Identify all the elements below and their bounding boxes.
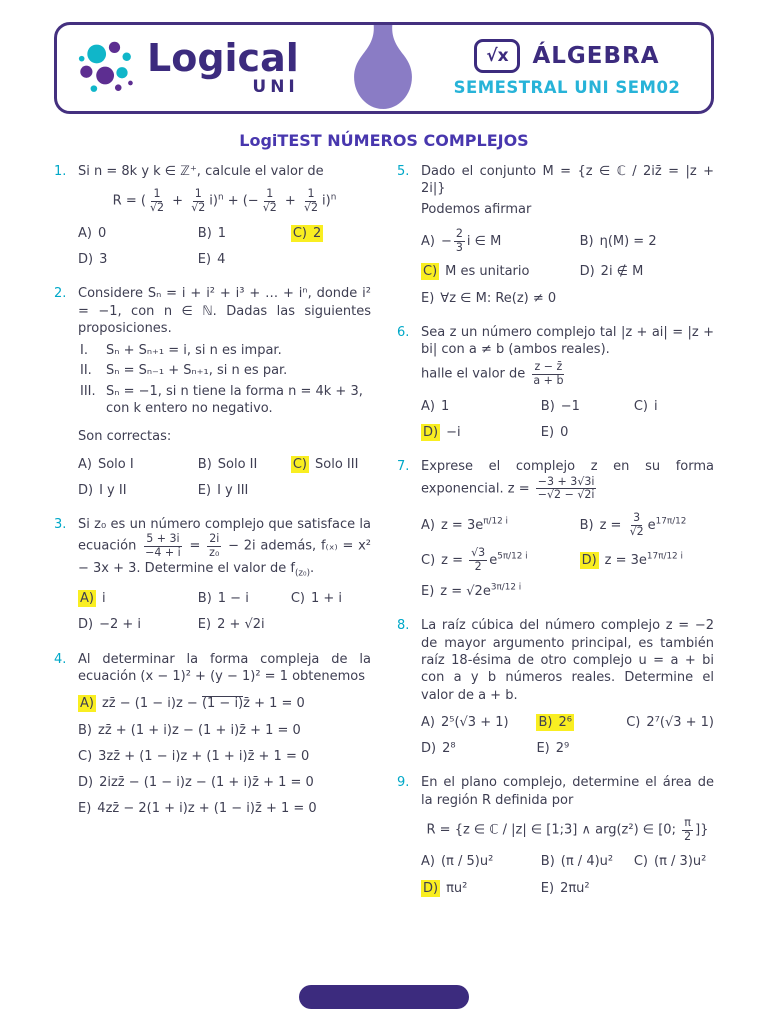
option-label: A) [78, 225, 92, 241]
option-d [421, 880, 537, 897]
option-text: 2i ∉ M [600, 264, 644, 280]
problem-number: 5. [397, 164, 410, 179]
option-label: E) [197, 251, 212, 267]
option-label: D) [78, 775, 94, 791]
option-c [291, 456, 371, 473]
footer-pill [299, 985, 469, 1009]
option-text: zz̄ − (1 − i)z − (1 − i)z̄ + 1 = 0 [101, 696, 305, 712]
logo-icon [77, 38, 137, 98]
brand-name: Logical [147, 36, 299, 81]
fraction: $\frac{2}{3}$ [455, 226, 463, 254]
option-text: 2⁹ [555, 741, 570, 757]
option-text: (π / 3)u² [654, 854, 707, 870]
option-b [198, 456, 287, 473]
option-b [580, 233, 714, 250]
option-e [536, 740, 622, 757]
option-text: (π / 4)u² [560, 854, 614, 870]
problem-number: 1. [54, 164, 67, 179]
option-label: C) [290, 591, 305, 607]
option-b [78, 722, 371, 739]
stem-line: Exprese el complejo z en su forma exponencial. z = $\frac{-3 + 3√3i}{-√2 - √2i}$ [421, 459, 714, 502]
option-b [198, 225, 287, 242]
option-label: E) [197, 482, 212, 498]
option-text: 4zz̄ − 2(1 + i)z + (1 − i)z̄ + 1 = 0 [97, 801, 317, 817]
option-a [421, 853, 537, 870]
option-c [421, 547, 576, 573]
option-text: 1 − i [217, 591, 249, 607]
problem-stem [78, 651, 371, 686]
problem-stem [421, 458, 714, 502]
option-label: C) [292, 225, 307, 241]
problem-stem [421, 617, 714, 703]
problem-body [78, 163, 371, 268]
problem-7 [397, 458, 714, 600]
problem-2 [54, 285, 371, 499]
option-label: B) [197, 591, 212, 607]
stem-line: Si z₀ es un número complejo que satisface la ecuación $\frac{5 + 3i}{-4 + i}$ = $\frac{2i}{\text{z₀}}$ − 2i además, f₍ₓ₎ = x² − 3x + 3. Determine el valor de $f_{(z_0)}$. [78, 517, 371, 579]
option-label: E) [197, 617, 212, 633]
stem-line: Considere Sₙ = i + i² + i³ + … + iⁿ, donde i² = −1, con n ∈ ℕ. Dadas las siguientes proposiciones. [78, 286, 371, 336]
option-label: E) [421, 584, 435, 600]
stem-line: Sea z un número complejo tal |z + ai| = |z + bi| con a ≠ b (ambos reales). [421, 324, 714, 358]
stem-line: La raíz cúbica del número complejo z = −2 de mayor argumento principal, es también raíz 18-ésima de otro complejo u = a + bi con a y b números reales. Determine el valor de a + b. [421, 618, 714, 703]
option-label: D) [581, 553, 597, 569]
option-text: Solo II [217, 456, 258, 472]
problem-options [78, 695, 371, 817]
option-label: B) [78, 722, 92, 738]
problem-body [78, 651, 371, 818]
stem-line: halle el valor de $\frac{z - z̄}{a + b}$ [421, 360, 564, 388]
sqrt-x-icon: √x [474, 39, 520, 73]
option-text: I y II [99, 482, 127, 498]
option-a [78, 456, 194, 473]
option-text: z = $\frac{√3}{2}$ $e^{5\pi/12 i}$ [441, 546, 528, 574]
fraction: $\frac{1}{√2}$ [149, 187, 165, 214]
problem-stem [421, 324, 714, 388]
option-label: D) [579, 264, 595, 280]
option-d [580, 552, 714, 570]
stem-line: R = ( $\frac{1}{√2}$ + $\frac{1}{√2}$ i)$^n$ + (− $\frac{1}{√2}$ + $\frac{1}{√2}$ i)$^n$ [112, 187, 337, 214]
option-c [626, 714, 714, 731]
problem-4 [54, 651, 371, 818]
option-c [291, 225, 371, 242]
divider-shape [352, 25, 414, 111]
option-text: η(M) = 2 [599, 233, 657, 249]
option-label: A) [421, 714, 435, 730]
problem-body [421, 458, 714, 600]
statement-text: Sₙ + Sₙ₊₁ = i, si n es impar. [106, 343, 282, 359]
stem-line: Podemos afirmar [421, 201, 532, 217]
option-d [421, 740, 532, 757]
option-label: E) [421, 290, 435, 306]
problem-number: 9. [397, 775, 410, 791]
option-e [198, 616, 287, 633]
problem-3 [54, 516, 371, 634]
problem-body [78, 285, 371, 499]
option-text: 2 + √2i [217, 617, 265, 633]
brand-sub: UNI [252, 77, 299, 98]
option-text: i [654, 398, 658, 414]
problem-body [421, 617, 714, 757]
option-text: 0 [97, 225, 107, 241]
option-label: D) [78, 251, 94, 267]
option-e [198, 251, 287, 268]
option-text: −i [446, 425, 461, 441]
option-b [541, 853, 630, 870]
option-text: 3 [99, 251, 108, 267]
header [54, 22, 714, 114]
statement-text: Sₙ = −1, si n tiene la forma n = 4k + 3, con k entero no negativo. [106, 383, 363, 416]
option-label: A) [421, 517, 435, 533]
problem-body [421, 324, 714, 442]
option-d [78, 482, 194, 499]
option-b [536, 714, 622, 731]
fraction: $\frac{\pi}{2}$ [684, 815, 692, 843]
option-e [541, 880, 630, 897]
option-text: Solo III [315, 456, 359, 472]
problem-8 [397, 617, 714, 757]
option-text: (π / 5)u² [440, 854, 494, 870]
stem-line: Dado el conjunto M = {z ∈ ℂ / 2iz̄ = |z + 2i|} [421, 164, 714, 197]
problem-body [421, 774, 714, 897]
option-a [421, 714, 532, 731]
stem-line: R = {z ∈ ℂ / |z| ∈ [1;3] ∧ arg(z²) ∈ [0; $\frac{\pi}{2}$ ]} [426, 815, 709, 843]
option-label: B) [579, 233, 594, 249]
subject-row [474, 39, 659, 73]
option-label: C) [423, 264, 438, 280]
option-text: i [101, 591, 106, 607]
option-text: 2πu² [560, 880, 590, 896]
option-text: 2 [313, 225, 322, 241]
problem-options [421, 512, 714, 600]
option-text: 2⁸ [442, 741, 456, 757]
option-text: Solo I [97, 456, 134, 472]
option-label: A) [78, 456, 92, 472]
fraction: $\frac{√3}{2}$ [471, 546, 486, 574]
option-text: 3zz̄ + (1 − i)z + (1 + i)z̄ + 1 = 0 [98, 748, 310, 764]
option-label: D) [423, 880, 439, 896]
option-d [78, 251, 194, 268]
option-text: 4 [217, 251, 226, 267]
option-label: C) [633, 854, 648, 870]
option-b [198, 590, 287, 607]
option-d [78, 774, 371, 791]
problem-1 [54, 163, 371, 268]
brand-block [57, 25, 357, 111]
column-left [54, 163, 371, 914]
stem-line: Si n = 8k y k ∈ ℤ⁺, calcule el valor de [78, 164, 324, 179]
option-label: B) [579, 517, 594, 533]
option-label: C) [633, 398, 648, 414]
problem-options [421, 853, 714, 897]
option-e [541, 424, 630, 441]
option-text: 2izz̄ − (1 − i)z − (1 + i)z̄ + 1 = 0 [99, 775, 314, 791]
statement-label: II. [80, 363, 92, 379]
problem-statements [80, 342, 371, 417]
problem-9 [397, 774, 714, 897]
problem-5 [397, 163, 714, 307]
option-a [78, 225, 194, 242]
problem-body [421, 163, 714, 307]
option-label: A) [421, 398, 435, 414]
option-text: M es unitario [445, 264, 530, 280]
option-d [421, 424, 537, 441]
option-label: C) [78, 748, 93, 764]
option-label: A) [421, 854, 435, 870]
problem-number: 2. [54, 286, 67, 302]
option-text: πu² [446, 880, 468, 896]
option-label: D) [78, 617, 94, 633]
option-text: zz̄ + (1 + i)z − (1 + i)z̄ + 1 = 0 [98, 722, 301, 738]
option-e [421, 583, 576, 601]
option-text: 2⁵(√3 + 1) [440, 714, 509, 730]
option-a [421, 398, 537, 415]
column-right [397, 163, 714, 914]
option-text: 1 [440, 398, 450, 414]
problem-stem [78, 285, 371, 337]
problem-number: 7. [397, 459, 410, 475]
statement [80, 362, 371, 379]
stem-line: En el plano complejo, determine el área de la región R definida por [421, 775, 714, 808]
fraction: $\frac{5 + 3i}{-4 + i}$ [145, 532, 181, 560]
problem-number: 4. [54, 651, 67, 667]
option-text: z = $\frac{3}{√2}$ $e^{17\pi/12}$ [599, 511, 687, 538]
option-text: I y III [217, 482, 249, 498]
problem-post: Son correctas: [78, 429, 172, 445]
problem-number: 6. [397, 324, 410, 340]
option-a [421, 516, 576, 534]
option-label: B) [540, 854, 555, 870]
fraction: $\frac{-3 + 3√3i}{-√2 - √2i}$ [537, 474, 595, 502]
problem-options [78, 225, 371, 269]
option-a [421, 228, 576, 254]
option-text: $z = 3e^{\pi/12 i}$ [440, 516, 509, 533]
option-e [421, 290, 576, 307]
option-label: B) [540, 398, 555, 414]
option-b [541, 398, 630, 415]
problem-options [421, 228, 714, 307]
option-label: E) [78, 801, 92, 817]
statement [80, 383, 371, 418]
option-a [78, 590, 194, 607]
option-label: E) [540, 880, 555, 896]
fraction: $\frac{1}{√2}$ [303, 187, 319, 214]
option-c [291, 590, 371, 607]
option-d [78, 616, 194, 633]
problem-stem [78, 163, 371, 215]
option-text: 1 + i [311, 591, 343, 607]
fraction: $\frac{1}{√2}$ [191, 187, 206, 214]
test-title: LogiTEST NÚMEROS COMPLEJOS [239, 131, 529, 150]
option-label: D) [423, 425, 439, 441]
option-label: A) [80, 696, 94, 712]
option-c [78, 748, 371, 765]
problem-6 [397, 324, 714, 442]
option-text: 2⁶ [558, 714, 572, 730]
header-right [427, 25, 707, 111]
fraction: $\frac{1}{√2}$ [262, 187, 277, 214]
problem-body [78, 516, 371, 634]
option-text: ∀z ∈ M: Re(z) ≠ 0 [440, 290, 557, 306]
problem-options [78, 456, 371, 500]
problem-number: 8. [397, 618, 410, 634]
problem-options [421, 714, 714, 758]
option-label: E) [540, 425, 555, 441]
problem-stem [421, 774, 714, 843]
fraction: $\frac{3}{√2}$ [629, 511, 644, 538]
option-b [580, 512, 714, 538]
option-label: D) [78, 482, 94, 498]
problem-options [78, 590, 371, 634]
option-label: B) [197, 225, 212, 241]
option-d [580, 263, 714, 280]
option-c [634, 398, 714, 415]
option-label: A) [421, 233, 435, 249]
option-c [634, 853, 714, 870]
option-label: E) [536, 741, 550, 757]
problem-number: 3. [54, 517, 67, 533]
option-label: B) [197, 456, 212, 472]
option-e [198, 482, 287, 499]
option-label: C) [421, 553, 436, 569]
option-text: $z = 3e^{17\pi/12 i}$ [604, 551, 683, 569]
stem-line: Al determinar la forma compleja de la ecuación (x − 1)² + (y − 1)² = 1 obtenemos [78, 651, 371, 684]
option-label: B) [538, 714, 553, 730]
subject-title: ÁLGEBRA [532, 43, 660, 69]
fraction: $\frac{z - z̄}{a + b}$ [533, 360, 564, 388]
option-label: A) [80, 591, 94, 607]
option-label: C) [292, 456, 307, 472]
option-a [78, 695, 371, 712]
option-e [78, 800, 371, 817]
statement [80, 342, 371, 359]
fraction: $\frac{2i}{\text{z₀}}$ [209, 532, 220, 560]
statement-text: Sₙ = Sₙ₋₁ + Sₙ₊₁, si n es par. [106, 363, 288, 379]
option-text: −2 + i [99, 617, 142, 633]
columns [54, 163, 714, 914]
course-name: SEMESTRAL UNI SEM02 [453, 78, 681, 97]
option-text: $z = √2e^{3\pi/12 i}$ [440, 582, 522, 600]
statement-label: III. [80, 383, 96, 399]
statement-label: I. [80, 343, 88, 359]
option-text: 2⁷(√3 + 1) [646, 714, 714, 730]
problem-options [421, 398, 714, 442]
problem-stem [421, 163, 714, 218]
option-text: − $\frac{2}{3}$ i ∈ M [440, 226, 502, 254]
option-text: 1 [217, 225, 227, 241]
problem-stem [78, 516, 371, 580]
option-text: 0 [560, 425, 569, 441]
option-text: −1 [560, 398, 580, 414]
option-c [421, 263, 576, 280]
option-label: C) [626, 714, 641, 730]
option-label: D) [421, 741, 437, 757]
